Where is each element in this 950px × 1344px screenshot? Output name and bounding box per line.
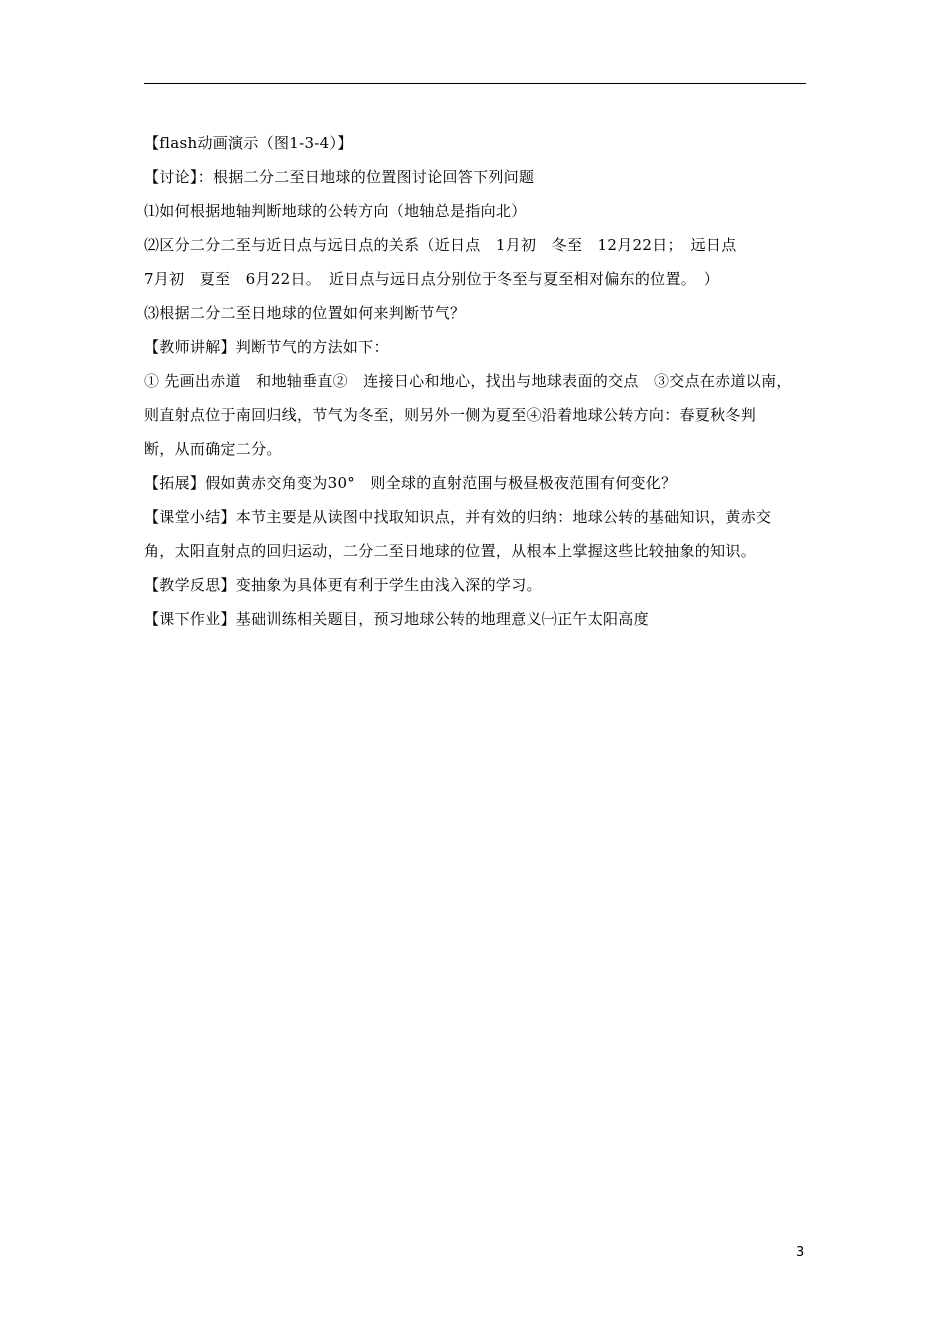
method-line-2: 则直射点位于南回归线，节气为冬至，则另外一侧为夏至④沿着地球公转方向：春夏秋冬判 bbox=[144, 406, 757, 424]
page-number: 3 bbox=[796, 1245, 805, 1260]
question-2-line-2: 7月初 夏至 6月22日。 近日点与远日点分别位于冬至与夏至相对偏东的位置。 ） bbox=[144, 270, 720, 288]
question-2-line-1: ⑵区分二分二至与近日点与远日点的关系（近日点 1月初 冬至 12月22日； 远日点 bbox=[144, 236, 737, 254]
summary-line-2: 角，太阳直射点的回归运动，二分二至日地球的位置，从根本上掌握这些比较抽象的知识。 bbox=[144, 542, 757, 560]
flash-demo-heading: 【flash动画演示（图1-3-4）】 bbox=[144, 134, 353, 152]
method-line-1: ① 先画出赤道 和地轴垂直② 连接日心和地心，找出与地球表面的交点 ③交点在赤道以南， bbox=[144, 372, 792, 390]
method-line-3: 断，从而确定二分。 bbox=[144, 440, 282, 458]
document-body bbox=[144, 126, 814, 636]
header-rule bbox=[144, 83, 806, 84]
summary-line-1: 【课堂小结】本节主要是从读图中找取知识点，并有效的归纳：地球公转的基础知识，黄赤交 bbox=[144, 508, 772, 526]
discussion-heading: 【讨论】：根据二分二至日地球的位置图讨论回答下列问题 bbox=[144, 168, 535, 186]
question-1: ⑴如何根据地轴判断地球的公转方向（地轴总是指向北） bbox=[144, 202, 527, 220]
teacher-explanation-heading: 【教师讲解】判断节气的方法如下： bbox=[144, 338, 389, 356]
question-3: ⑶根据二分二至日地球的位置如何来判断节气？ bbox=[144, 304, 466, 322]
reflection-paragraph: 【教学反思】变抽象为具体更有利于学生由浅入深的学习。 bbox=[144, 576, 542, 594]
extension-paragraph: 【拓展】假如黄赤交角变为30° 则全球的直射范围与极昼极夜范围有何变化？ bbox=[144, 474, 677, 492]
homework-paragraph: 【课下作业】基础训练相关题目，预习地球公转的地理意义㈠正午太阳高度 bbox=[144, 610, 649, 628]
